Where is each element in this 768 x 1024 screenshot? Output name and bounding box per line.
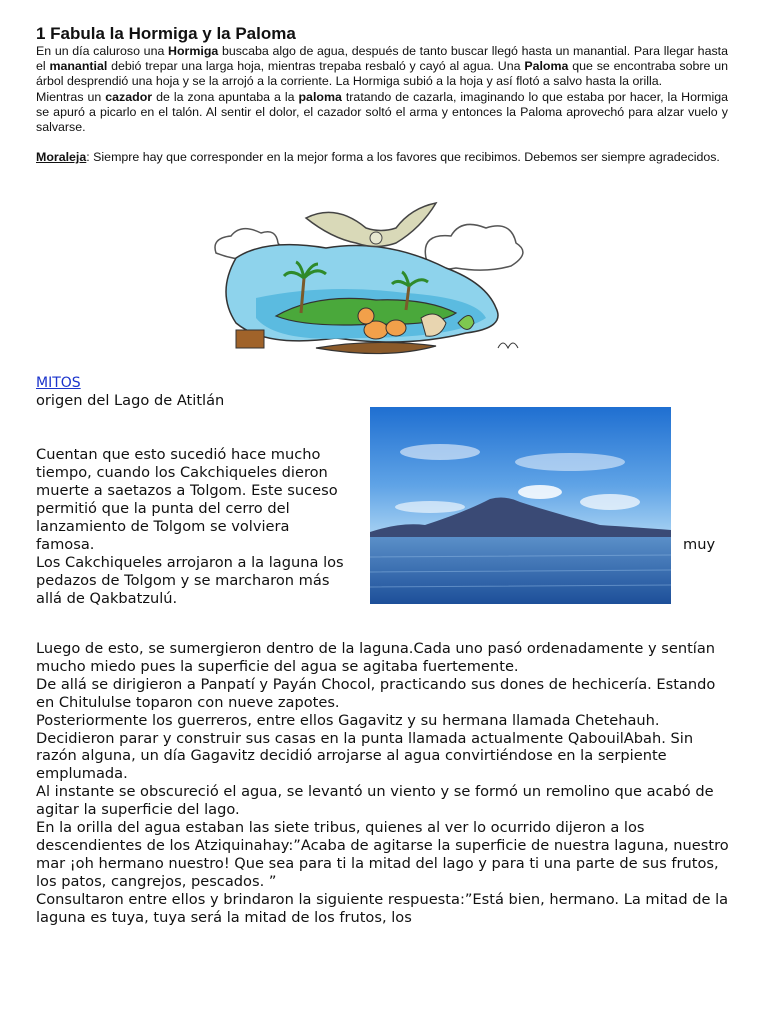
myth-intro-part1: Cuentan que esto sucedió hace mucho tiempo, cuando los Cakchiqueles dieron muerte a saetazos a Tolgom. Este suceso permitió que la punta del cerro del lanzamiento de Tolgom se volviera: [36, 446, 338, 535]
myth-paragraph: En la orilla del agua estaban las siete tribus, quienes al ver lo ocurrido dijeron a los descendientes de los Atziquinahay:”Acaba de agitarse la superficie de nuestra laguna, nuestro mar ¡oh hermano nuestro! Que sea para ti la mitad del lago y para ti una parte de sus frutos, los patos, cangrejos, pescados. ”: [36, 819, 729, 890]
ant-and-dove-illustration: [206, 198, 532, 368]
myth-paragraph: De allá se dirigieron a Panpatí y Payán Chocol, practicando sus dones de hechicería. Estando en Chitululse toparon con nueve zapotes.: [36, 675, 716, 711]
moral-text: : Siempre hay que corresponder en la mejor forma a los favores que recibimos. Debemos ser siempre agradecidos.: [86, 150, 720, 165]
myth-intro-part3: Los Cakchiqueles arrojaron a la laguna los pedazos de Tolgom y se marcharon más allá de Qakbatzulú.: [36, 554, 344, 607]
text-run: buscaba algo de agua, después de tanto buscar llegó hasta un manantial. Para llegar hasta el: [36, 44, 728, 74]
text-run: debió trepar una larga hoja, mientras trepaba resbaló y cayó al agua. Una: [107, 59, 525, 74]
myth-paragraph: Consultaron entre ellos y brindaron la siguiente respuesta:”Está bien, hermano. La mitad de la laguna es tuya, tuya será la mitad de los frutos, los: [36, 890, 729, 926]
bold-term: manantial: [49, 59, 108, 74]
myth-subtitle: origen del Lago de Atitlán: [36, 392, 225, 409]
mitos-link[interactable]: MITOS: [36, 375, 81, 391]
myth-paragraph: Al instante se obscureció el agua, se levantó un viento y se formó un remolino que acabó de agitar la superficie del lago.: [36, 783, 714, 819]
fable-paragraph-1: [36, 44, 728, 90]
text-run: de la zona apuntaba a la: [152, 89, 299, 104]
bold-term: Paloma: [524, 59, 569, 74]
myth-intro-continuation: muy: [683, 536, 716, 553]
bold-term: Hormiga: [168, 44, 219, 58]
fable-section: [36, 24, 728, 165]
bold-term: paloma: [298, 89, 342, 104]
text-run: tratando de cazarla, imaginando lo que estaba por hacer, la Hormiga se apuró a picarlo en el talón. Al sentir el dolor, el cazador soltó el arma y entonces la Paloma aprovechó para alzar vuelo y salvarse.: [36, 89, 729, 135]
moral-label: Moraleja: [36, 150, 87, 165]
text-run: Mientras un: [36, 89, 106, 104]
text-run: En un día caluroso una: [36, 44, 169, 58]
moral-paragraph: [36, 150, 728, 165]
myth-body: [36, 640, 736, 927]
fable-title: 1 Fabula la Hormiga y la Paloma: [36, 24, 296, 43]
myth-intro-text: [36, 446, 348, 608]
myth-paragraph: Luego de esto, se sumergieron dentro de la laguna.Cada uno pasó ordenadamente y sentían mucho miedo pues la superficie del agua se agitaba fuertemente.: [36, 640, 716, 675]
lake-atitlan-photo: [370, 407, 671, 604]
text-run: que se encontraba sobre un árbol desprendió una hoja y se la arrojó a la corriente. La Hormiga subió a la hoja y así flotó a salvo hasta la orilla.: [36, 59, 728, 89]
fable-paragraph-2: [36, 90, 728, 136]
bold-term: cazador: [105, 89, 153, 104]
myth-paragraph: Posteriormente los guerreros, entre ellos Gagavitz y su hermana llamada Chetehauh. Decidieron parar y construir sus casas en la punta llamada actualmente QabouilAbah. Sin razón alguna, un día Gagavitz decidió arrojarse al agua convirtiéndose en la serpiente emplumada.: [36, 711, 694, 783]
myth-intro-part2: famosa.: [36, 536, 95, 553]
